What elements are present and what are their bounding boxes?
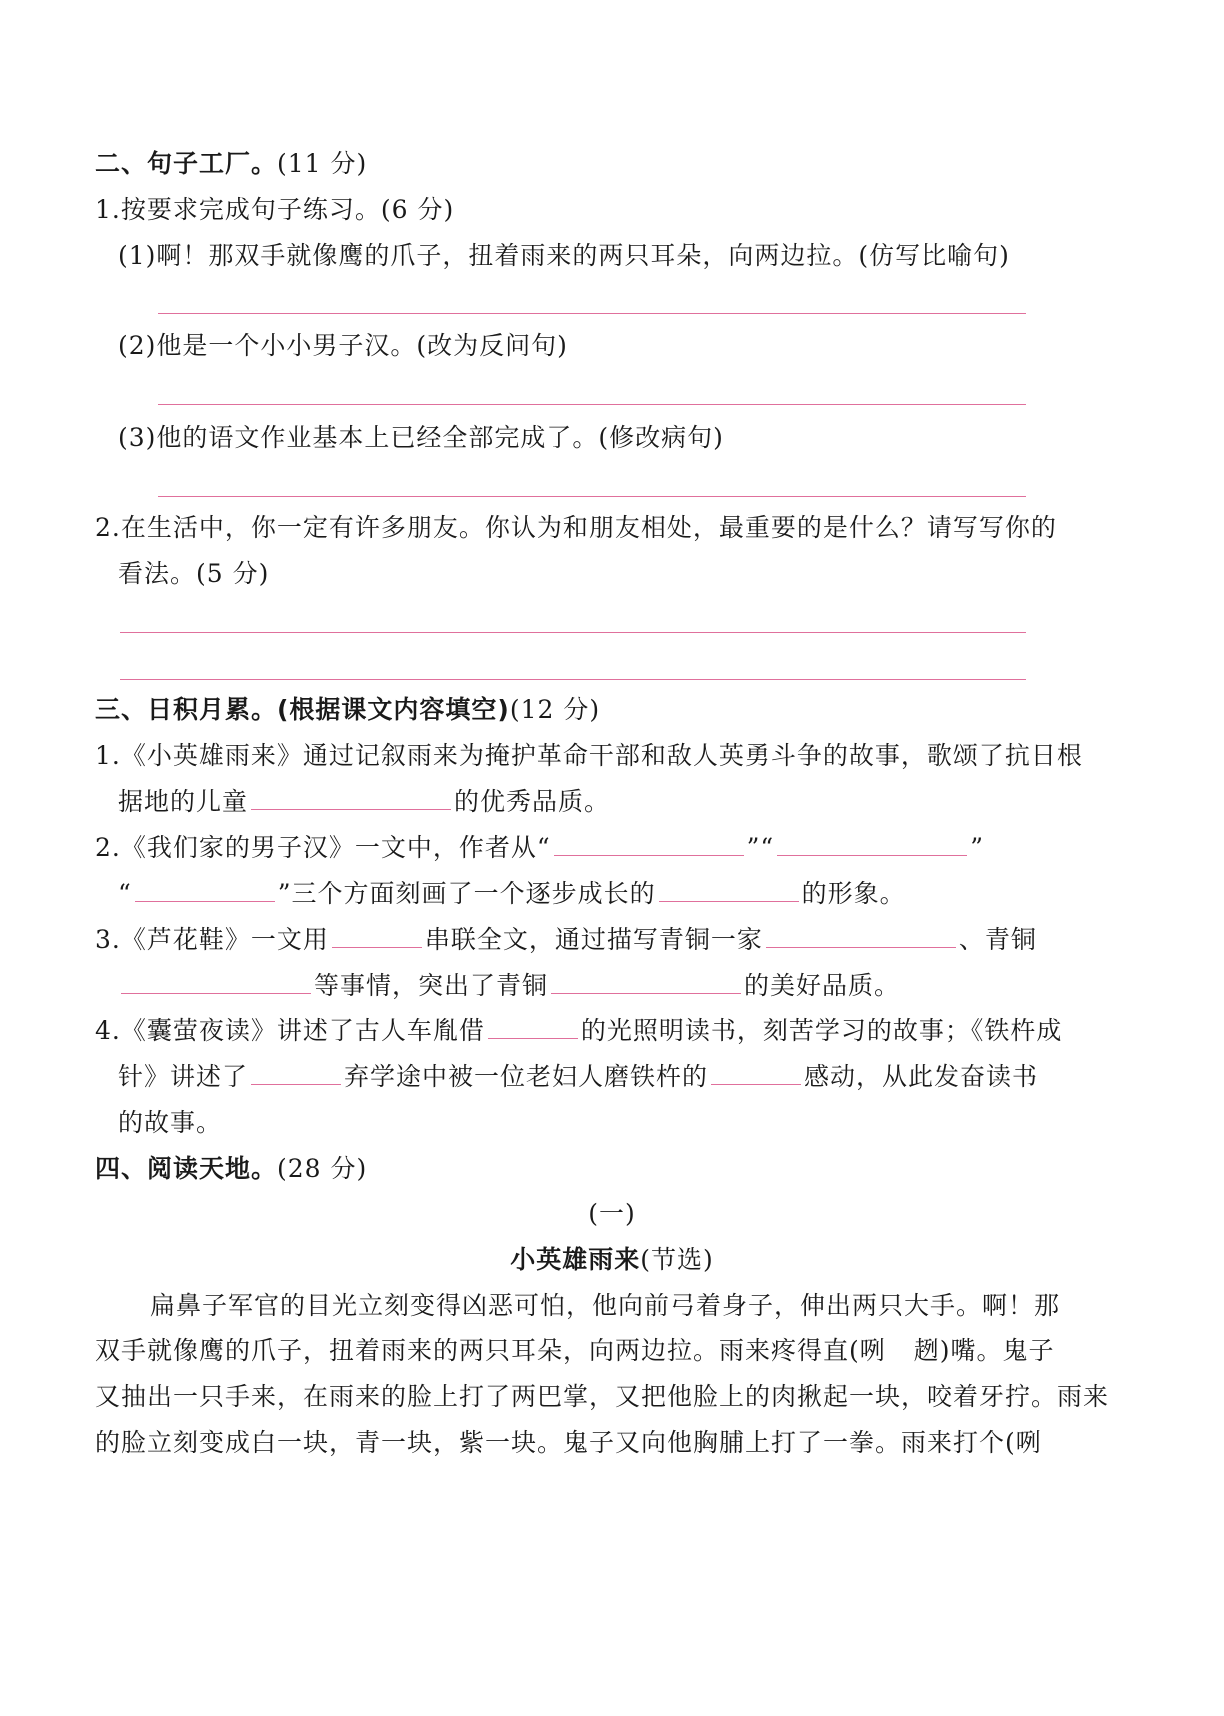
s3-q2-text-b: ”“: [746, 833, 775, 862]
s3-q1-line2: [118, 785, 610, 819]
fill-blank[interactable]: [777, 833, 967, 856]
section3-heading-line: [95, 693, 600, 727]
s3-q3-line2: [118, 969, 900, 1003]
answer-line-2[interactable]: [158, 404, 1026, 405]
s2-q2-line2: 看法。(5 分): [118, 559, 270, 588]
reading-title: 小英雄雨来: [510, 1245, 641, 1274]
s2-q2-line1: 2.在生活中，你一定有许多朋友。你认为和朋友相处，最重要的是什么？请写写你的: [95, 513, 1057, 542]
fill-blank[interactable]: [551, 971, 741, 994]
answer-line-4[interactable]: [120, 632, 1026, 633]
s3-q2-line1: [95, 831, 984, 865]
s3-q3-text-e: 的美好品质。: [744, 971, 901, 1000]
s3-q3-text-c: 、青铜: [958, 925, 1037, 954]
s3-q4-text-c: 针》讲述了: [118, 1062, 249, 1091]
s3-q4-line2: [118, 1060, 1038, 1094]
s3-q2-text-c: ”: [970, 833, 984, 862]
s3-q2-text-f: 的形象。: [801, 879, 906, 908]
s3-q3-line1: [95, 923, 1037, 957]
fill-blank[interactable]: [554, 833, 744, 856]
fill-blank[interactable]: [332, 925, 422, 948]
fill-blank[interactable]: [711, 1062, 801, 1085]
s3-q4-text-e: 感动，从此发奋读书: [804, 1062, 1039, 1091]
section2-heading: 二、句子工厂。: [95, 149, 278, 178]
section2-score: (11 分): [277, 149, 368, 178]
s3-q3-text-d: 等事情，突出了青铜: [314, 971, 549, 1000]
answer-line-1[interactable]: [158, 313, 1026, 314]
fill-blank[interactable]: [766, 925, 956, 948]
s3-q1-text-b: 据地的儿童: [118, 787, 249, 816]
fill-blank[interactable]: [659, 879, 799, 902]
answer-line-5[interactable]: [120, 679, 1026, 680]
s2-q1-stem: 1.按要求完成句子练习。(6 分): [95, 195, 455, 224]
reading-title-line: [0, 1243, 1224, 1277]
section4-heading-line: [95, 1152, 367, 1186]
section3-score: (12 分): [509, 695, 601, 724]
s3-q4-text-a: 4.《囊萤夜读》讲述了古人车胤借: [95, 1016, 485, 1045]
s3-q4-text-b: 的光照明读书，刻苦学习的故事；《铁杵成: [580, 1016, 1063, 1045]
fill-blank[interactable]: [251, 1062, 341, 1085]
passage-line-4: 的脸立刻变成白一块，青一块，紫一块。鬼子又向他胸脯上打了一拳。雨来打个(咧: [95, 1428, 1042, 1457]
s3-q1-line1: 1.《小英雄雨来》通过记叙雨来为掩护革命干部和敌人英勇斗争的故事，歌颂了抗日根: [95, 741, 1083, 770]
answer-line-3[interactable]: [158, 496, 1026, 497]
reading-part-label: (一): [588, 1199, 636, 1228]
s3-q2-line2: [118, 877, 906, 911]
s3-q4-text-d: 弃学途中被一位老妇人磨铁杵的: [344, 1062, 709, 1091]
passage-line-2: [95, 1334, 1055, 1368]
fill-blank[interactable]: [251, 787, 451, 810]
section2-heading-line: [95, 147, 367, 181]
s3-q1-text-c: 的优秀品质。: [454, 787, 611, 816]
s3-q3-text-b: 串联全文，通过描写青铜一家: [424, 925, 763, 954]
passage-line-2a: 双手就像鹰的爪子，扭着雨来的两只耳朵，向两边拉。雨来疼得直(咧: [95, 1336, 886, 1365]
s3-q2-text-e: ”三个方面刻画了一个逐步成长的: [277, 879, 656, 908]
s2-q1-item3: (3)他的语文作业基本上已经全部完成了。(修改病句): [118, 423, 724, 452]
fill-blank[interactable]: [488, 1016, 578, 1039]
s3-q4-line3: 的故事。: [118, 1108, 223, 1137]
s2-q1-item2: (2)他是一个小小男子汉。(改为反问句): [118, 331, 568, 360]
passage-line-3: 又抽出一只手来，在雨来的脸上打了两巴掌，又把他脸上的肉揪起一块，咬着牙拧。雨来: [95, 1382, 1110, 1411]
section3-heading: 三、日积月累。(根据课文内容填空): [95, 695, 510, 724]
fill-blank[interactable]: [121, 971, 311, 994]
passage-line-1: 扁鼻子军官的目光立刻变得凶恶可怕，他向前弓着身子，伸出两只大手。啊！那: [150, 1291, 1061, 1320]
s3-q2-text-a: 2.《我们家的男子汉》一文中，作者从“: [95, 833, 551, 862]
reading-title-note: (节选): [640, 1245, 714, 1274]
s2-q1-item1: (1)啊！那双手就像鹰的爪子，扭着雨来的两只耳朵，向两边拉。(仿写比喻句): [118, 241, 1010, 270]
s3-q2-text-d: “: [118, 879, 132, 908]
s3-q4-line1: [95, 1014, 1062, 1048]
fill-blank[interactable]: [135, 879, 275, 902]
section4-score: (28 分): [277, 1154, 368, 1183]
s3-q3-text-a: 3.《芦花鞋》一文用: [95, 925, 329, 954]
section4-heading: 四、阅读天地。: [95, 1154, 278, 1183]
passage-line-2b: 趔)嘴。鬼子: [913, 1336, 1055, 1365]
